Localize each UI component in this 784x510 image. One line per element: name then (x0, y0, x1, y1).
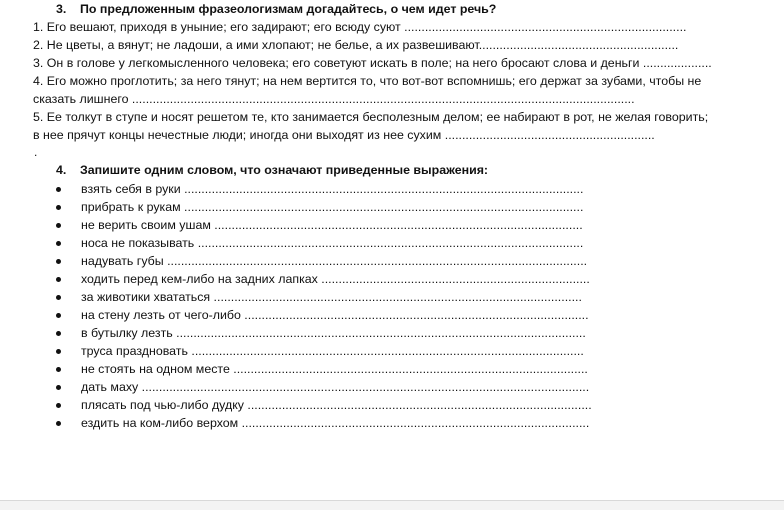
expression-text: ездить на ком-либо верхом ..................................................................................................... (81, 416, 590, 430)
expression-text: в бутылку лезть ....................................................................................................................... (81, 326, 586, 340)
stray-period: . (34, 145, 38, 159)
expression-text: не стоять на одном месте ....................................................................................................... (81, 362, 588, 376)
task-4-number: 4. (56, 163, 67, 177)
bullet-icon (56, 331, 61, 336)
task-3-heading (56, 1, 496, 17)
task-3-line-4: 4. Его можно проглотить; за него тянут; на нем вертится то, что вот-вот вспомнишь; его держат за зубами, чтобы не (33, 74, 702, 88)
expression-text: труса праздновать .................................................................................................................. (81, 344, 584, 358)
bullet-icon (56, 421, 61, 426)
task-4-heading (56, 162, 488, 178)
bullet-icon (56, 385, 61, 390)
bullet-icon (56, 277, 61, 282)
bullet-icon (56, 349, 61, 354)
task-3-line-7: в нее прячут концы нечестные люди; иногда они выходят из нее сухим ............................................................. (33, 128, 655, 142)
bullet-icon (56, 223, 61, 228)
task-3-number: 3. (56, 2, 67, 16)
expression-text: не верить своим ушам ........................................................................................................... (81, 218, 583, 232)
expression-text: прибрать к рукам .................................................................................................................... (81, 200, 584, 214)
task-3-line-2: 2. Не цветы, а вянут; не ладоши, а ими хлопают; не белье, а их развешивают.......................................................... (33, 38, 679, 52)
bullet-icon (56, 403, 61, 408)
bullet-icon (56, 205, 61, 210)
task-3-line-5: сказать лишнего .................................................................................................................................................. (33, 92, 635, 106)
window-bottom-edge (0, 500, 784, 510)
expression-text: надувать губы .......................................................................................................................... (81, 254, 588, 268)
expression-text: дать маху .................................................................................................................................. (81, 380, 590, 394)
bullet-icon (56, 241, 61, 246)
expression-text: плясать под чью-либо дудку .................................................................................................... (81, 398, 592, 412)
expression-text: на стену лезть от чего-либо .................................................................................................... (81, 308, 589, 322)
bullet-icon (56, 313, 61, 318)
task-3-line-1: 1. Его вешают, приходя в уныние; его задирают; его всюду суют .................................................................................. (33, 20, 687, 34)
task-3-line-3: 3. Он в голове у легкомысленного человека; его советуют искать в поле; на него бросают слова и деньги .................... (33, 56, 712, 70)
expression-text: взять себя в руки .................................................................................................................... (81, 182, 584, 196)
task-3-line-6: 5. Ее толкут в ступе и носят решетом те, кто занимается бесполезным делом; ее набирают в рот, не желая говорить; (33, 110, 709, 124)
expression-text: ходить перед кем-либо на задних лапках .............................................................................. (81, 272, 590, 286)
expression-text: носа не показывать ................................................................................................................ (81, 236, 584, 250)
task-4-title: Запишите одним словом, что означают приведенные выражения: (80, 163, 489, 177)
bullet-icon (56, 295, 61, 300)
bullet-icon (56, 259, 61, 264)
bullet-icon (56, 367, 61, 372)
task-3-title: По предложенным фразеологизмам догадайтесь, о чем идет речь? (80, 2, 497, 16)
expression-text: за животики хвататься ........................................................................................................... (81, 290, 582, 304)
bullet-icon (56, 187, 61, 192)
